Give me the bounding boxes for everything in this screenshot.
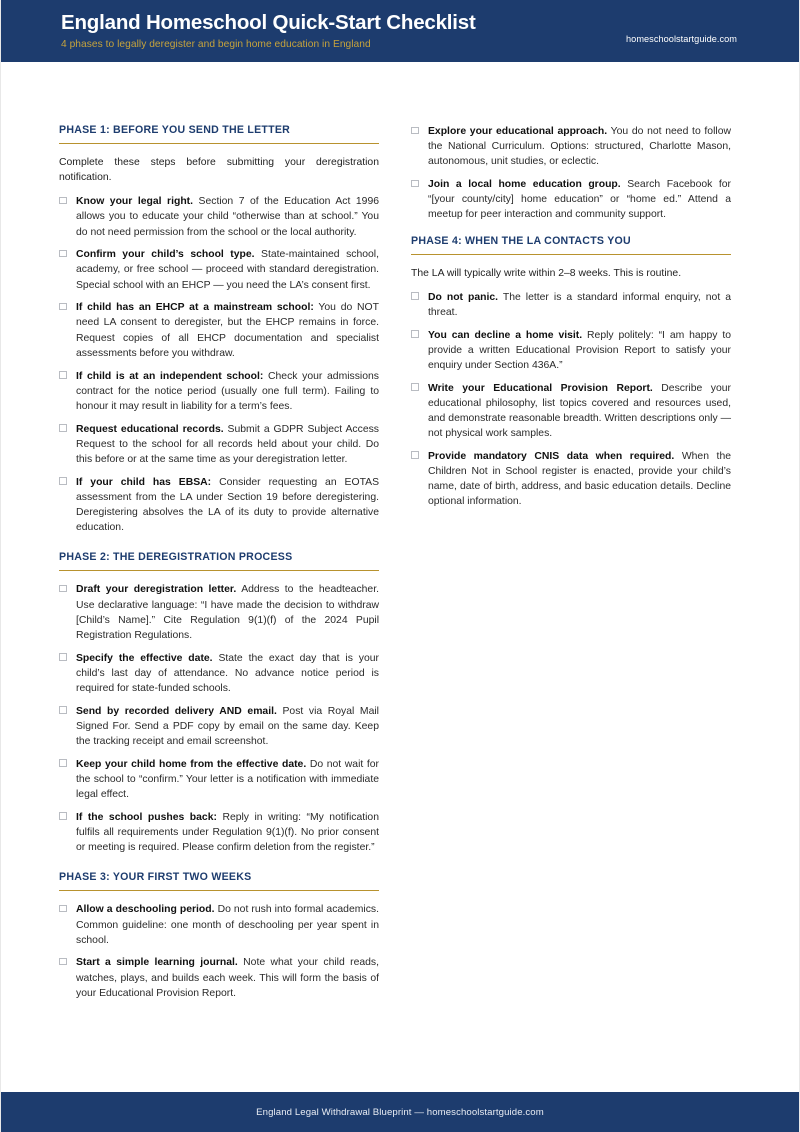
checklist-item-body: Check your admissions contract for the notice period (usually one full term). Failing to honour it may result in liability for a term’s fees. (76, 370, 379, 412)
checklist-item-title: Request educational records. (76, 423, 224, 435)
checkbox-icon[interactable] (411, 451, 419, 459)
checklist-item[interactable] (59, 704, 379, 750)
checklist-item-title: Draft your deregistration letter. (76, 584, 237, 596)
checklist-item-body: Do not rush into formal academics. Common guideline: one month of deschooling per year spent in school. (76, 904, 379, 946)
checkbox-icon[interactable] (59, 197, 67, 205)
checklist-item-body: Search Facebook for “[your county/city] home education” or “home ed.” Attend a meetup for peer interaction and community support. (428, 179, 731, 221)
checkbox-icon[interactable] (411, 383, 419, 391)
checklist-item-title: Join a local home education group. (428, 179, 621, 191)
checklist-item-title: Allow a deschooling period. (76, 904, 215, 916)
checkbox-icon[interactable] (59, 303, 67, 311)
continued-section (411, 124, 731, 223)
checkbox-icon[interactable] (59, 706, 67, 714)
phase-divider (59, 143, 379, 144)
checkbox-icon[interactable] (59, 958, 67, 966)
checklist-item-title: Start a simple learning journal. (76, 957, 238, 969)
checklist-item-body: Section 7 of the Education Act 1996 allows you to educate your child “otherwise than at school.” You do not need permission from the school or the local authority. (76, 196, 379, 238)
checklist-item-title: Keep your child home from the effective date. (76, 758, 307, 770)
checklist-item-title: Send by recorded delivery AND email. (76, 705, 277, 717)
checkbox-icon[interactable] (411, 330, 419, 338)
checklist-item-body: Reply politely: “I am happy to provide a written Educational Provision Report to satisfy your enquiry under Section 436A.” (428, 329, 731, 371)
checklist-item-title: If the school pushes back: (76, 811, 217, 823)
checklist-item-title: Specify the effective date. (76, 652, 213, 664)
phase-intro-text: Complete these steps before submitting your deregistration notification. (59, 157, 379, 184)
checklist-item-body: The letter is a standard informal enquiry, not a threat. (428, 291, 731, 318)
phase-divider (59, 890, 379, 891)
phase-divider (59, 570, 379, 571)
checklist-item-title: If your child has EBSA: (76, 476, 212, 488)
checkbox-icon[interactable] (59, 585, 67, 593)
checklist-item-body: Address to the headteacher. Use declarative language: “I have made the decision to withdraw [Child’s Name].” Cite Regulation 9(1)(f) of the 2024 Pupil Registration Regulations. (76, 584, 379, 641)
checklist-item[interactable] (59, 810, 379, 856)
footer-text: England Legal Withdrawal Blueprint — homeschoolstartguide.com (256, 1106, 544, 1118)
checklist-item[interactable] (411, 328, 731, 374)
checklist-item-title: Know your legal right. (76, 196, 194, 208)
checklist-item-title: Provide mandatory CNIS data when required. (428, 450, 675, 462)
checklist-item[interactable] (59, 955, 379, 1001)
checklist-item-title: Do not panic. (428, 291, 499, 303)
checkbox-icon[interactable] (59, 653, 67, 661)
checklist-item[interactable] (411, 381, 731, 442)
checkbox-icon[interactable] (411, 292, 419, 300)
checklist-item[interactable] (59, 475, 379, 536)
checklist-item-title: Explore your educational approach. (428, 126, 608, 137)
checklist (59, 582, 379, 855)
phase-section (411, 235, 731, 510)
header-site-url: homeschoolstartguide.com (626, 34, 737, 44)
checklist (411, 124, 731, 223)
page-title: England Homeschool Quick-Start Checklist (61, 11, 476, 35)
checklist-item[interactable] (411, 124, 731, 170)
checklist-item-title: If child is at an independent school: (76, 370, 264, 382)
checklist-item-body: Consider requesting an EOTAS assessment from the LA under Section 19 before deregistering. Deregistering absolves the LA of its duty to provide alternative education. (76, 476, 379, 534)
checkbox-icon[interactable] (411, 180, 419, 188)
phase-section (59, 551, 379, 855)
page-subtitle: 4 phases to legally deregister and begin home education in England (61, 38, 371, 50)
checklist-item-body: Submit a GDPR Subject Access Request to the school for all records held about your child. Do this before or at the same time as your deregistration letter. (76, 423, 379, 465)
checkbox-icon[interactable] (59, 424, 67, 432)
page-footer (1, 1092, 799, 1132)
page-header (1, 0, 799, 62)
checklist-item[interactable] (59, 757, 379, 803)
checkbox-icon[interactable] (59, 759, 67, 767)
checklist-item[interactable] (59, 582, 379, 643)
checklist (411, 290, 731, 510)
phase-divider (411, 254, 731, 255)
checklist-item[interactable] (411, 177, 731, 223)
checklist-item-body: Do not wait for the school to “confirm.” Your letter is a notification with immediate legal effect. (76, 758, 379, 801)
checklist-item-body: Describe your educational philosophy, list topics covered and resources used, and demonstrate reasonable breadth. Written descriptions only — not physical work samples. (428, 382, 731, 440)
checklist-item-title: Confirm your child’s school type. (76, 249, 255, 261)
checklist-item[interactable] (59, 651, 379, 697)
phase-heading: PHASE 1: BEFORE YOU SEND THE LETTER (59, 124, 291, 136)
header-text-group (61, 12, 476, 50)
checklist-item[interactable] (59, 194, 379, 240)
document-body (1, 62, 799, 1017)
phase-intro-text: The LA will typically write within 2–8 weeks. This is routine. (411, 267, 682, 279)
phase-section (59, 871, 379, 1001)
checklist-item[interactable] (59, 422, 379, 468)
checklist-item-title: You can decline a home visit. (428, 329, 583, 341)
checklist-item[interactable] (59, 902, 379, 948)
checklist (59, 902, 379, 1001)
checkbox-icon[interactable] (411, 127, 419, 135)
checklist-item[interactable] (59, 369, 379, 415)
right-column (411, 124, 731, 1017)
phase-heading: PHASE 4: WHEN THE LA CONTACTS YOU (411, 234, 631, 247)
checklist-item-body: When the Children Not in School register is enacted, provide your child’s name, date of birth, address, and basic education details. Decline optional information. (428, 450, 731, 508)
checklist-item-body: Note what your child reads, watches, plays, and builds each week. This will form the basis of your Educational Provision Report. (76, 957, 380, 999)
checkbox-icon[interactable] (59, 371, 67, 379)
checkbox-icon[interactable] (59, 250, 67, 258)
checklist (59, 194, 379, 535)
checklist-item-body: Post via Royal Mail Signed For. Send a PDF copy by email on the same day. Keep the tracking receipt and email screenshot. (76, 705, 379, 748)
checklist-item[interactable] (59, 247, 379, 293)
phase-heading: PHASE 3: YOUR FIRST TWO WEEKS (59, 871, 252, 884)
left-column (59, 124, 379, 1017)
checklist-item-title: If child has an EHCP at a mainstream school: (76, 302, 314, 314)
checklist-item-body: You do not need to follow the National Curriculum. Options: structured, Charlotte Mason, autonomous, unit studies, or eclectic. (428, 126, 731, 168)
checkbox-icon[interactable] (59, 905, 67, 913)
checkbox-icon[interactable] (59, 477, 67, 485)
checklist-item-body: You do NOT need LA consent to deregister, but the EHCP remains in force. Request copies of all EHCP documentation and specialist assessments before you withdraw. (76, 302, 379, 359)
checklist-item[interactable] (59, 300, 379, 361)
checklist-item[interactable] (411, 449, 731, 510)
checkbox-icon[interactable] (59, 812, 67, 820)
checklist-item-title: Write your Educational Provision Report. (428, 382, 653, 394)
checklist-item-body: State-maintained school, academy, or free school — proceed with standard deregistration. Special school with an EHCP — you need the LA’s consent first. (76, 249, 379, 291)
checklist-item-body: State the exact day that is your child’s last day of attendance. No advance notice period is required for state-funded schools. (76, 652, 380, 695)
checklist-item[interactable] (411, 290, 731, 320)
phase-section (59, 124, 379, 535)
phase-heading: PHASE 2: THE DEREGISTRATION PROCESS (59, 551, 293, 564)
checklist-item-body: Reply in writing: “My notification fulfils all requirements under Regulation 9(1)(f). No prior consent or meeting is required. Please confirm deletion from the register.” (76, 811, 379, 854)
